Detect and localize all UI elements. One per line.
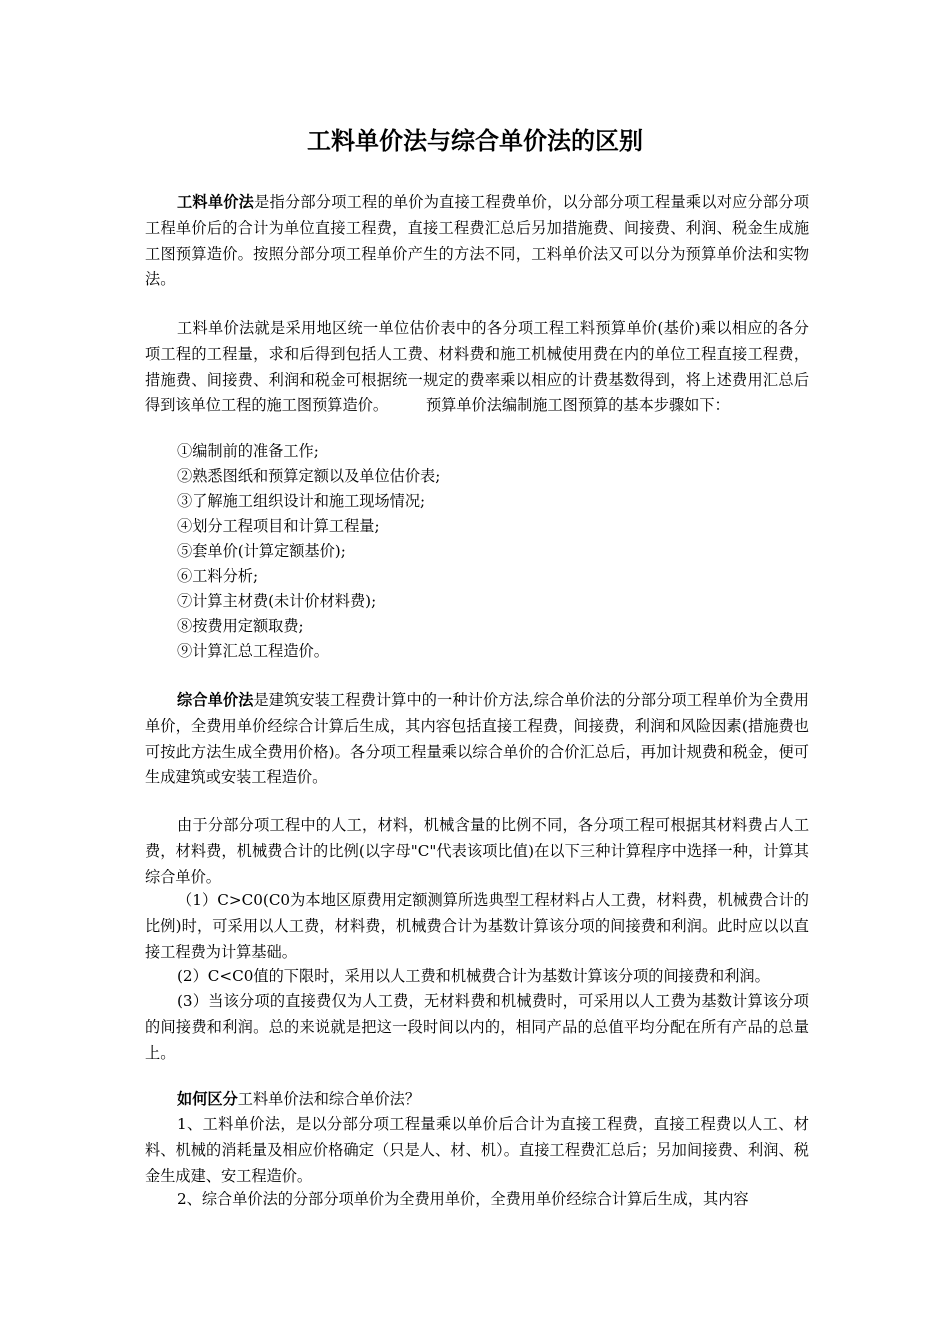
paragraph-how-to-distinguish [145,1087,809,1113]
paragraph-zonghe-definition [145,688,809,791]
paragraph-point-2 [145,1187,809,1213]
term-gongliao: 工料单价法 [177,193,255,211]
step-item: ⑥工料分析; [177,567,259,585]
paragraph-gongliao-explanation [145,316,809,419]
paragraph-text: (3）当该分项的直接费仅为人工费，无材料费和机械费时，可采用以人工费为基数计算该分项的间接费和利润。总的来说就是把这一段时间以内的，相同产品的总值平均分配在所有产品的总量上。 [145,992,809,1062]
paragraph-text: 1、工料单价法，是以分部分项工程量乘以单价后合计为直接工程费，直接工程费以人工、材料、机械的消耗量及相应价格确定（只是人、材、机）。直接工程费汇总后；另加间接费、利润、税金生成建、安工程造价。 [145,1115,809,1185]
step-item: ⑨计算汇总工程造价。 [177,642,329,660]
paragraph-case-1 [145,888,809,965]
paragraph-text: （1）C>C0(C0为本地区原费用定额测算所选典型工程材料占人工费，材料费，机械费合计的比例)时，可采用以人工费，材料费，机械费合计为基数计算该分项的间接费和利润。此时应以以直接工程费为计算基础。 [145,891,809,961]
step-item: ①编制前的准备工作; [177,442,319,460]
step-item: ⑦计算主材费(未计价材料费); [177,592,377,610]
step-item: ③了解施工组织设计和施工现场情况; [177,492,426,510]
step-item: ⑧按费用定额取费; [177,617,304,635]
paragraph-text: 是建筑安装工程费计算中的一种计价方法,综合单价法的分部分项工程单价为全费用单价，全费用单价经综合计算后生成，其内容包括直接工程费，间接费，利润和风险因素(措施费也可按此方法生成全费用价格)。各分项工程量乘以综合单价的合价汇总后，再加计规费和税金，便可生成建筑或安装工程造价。 [145,691,809,787]
paragraph-case-2 [145,964,809,990]
step-item: ④划分工程项目和计算工程量; [177,517,380,535]
step-item: ⑤套单价(计算定额基价); [177,542,346,560]
paragraph-text: 工料单价法和综合单价法？ [237,1090,420,1108]
page-title: 工料单价法与综合单价法的区别 [307,127,643,155]
paragraph-text: (2）C<C0值的下限时，采用以人工费和机械费合计为基数计算该分项的间接费和利润。 [177,967,770,985]
paragraph-case-3 [145,989,809,1066]
paragraph-text: 2、综合单价法的分部分项单价为全费用单价，全费用单价经综合计算后生成，其内容 [177,1190,749,1208]
paragraph-text: 是指分部分项工程的单价为直接工程费单价，以分部分项工程量乘以对应分部分项工程单价后的合计为单位直接工程费，直接工程费汇总后另加措施费、间接费、利润、税金生成施工图预算造价。按照分部分项工程单价产生的方法不同，工料单价法又可以分为预算单价法和实物法。 [145,193,810,289]
paragraph-point-1 [145,1112,809,1189]
term-zonghe: 综合单价法 [177,691,254,709]
paragraph-c-ratio [145,813,809,890]
paragraph-text: 由于分部分项工程中的人工，材料，机械含量的比例不同，各分项工程可根据其材料费占人工费，材料费，机械费合计的比例(以字母"C"代表该项比值)在以下三种计算程序中选择一种，计算其综合单价。 [145,816,809,886]
paragraph-text: 工料单价法就是采用地区统一单位估价表中的各分项工程工料预算单价(基价)乘以相应的各分项工程的工程量，求和后得到包括人工费、材料费和施工机械使用费在内的单位工程直接工程费，措施费、间接费、利润和税金可根据统一规定的费率乘以相应的计费基数得到，将上述费用汇总后得到该单位工程的施工图预算造价。 预算单价法编制施工图预算的基本步骤如下： [145,319,809,415]
heading-how-to-distinguish: 如何区分 [177,1090,238,1108]
step-item: ②熟悉图纸和预算定额以及单位估价表; [177,467,441,485]
paragraph-gongliao-definition [145,190,809,293]
